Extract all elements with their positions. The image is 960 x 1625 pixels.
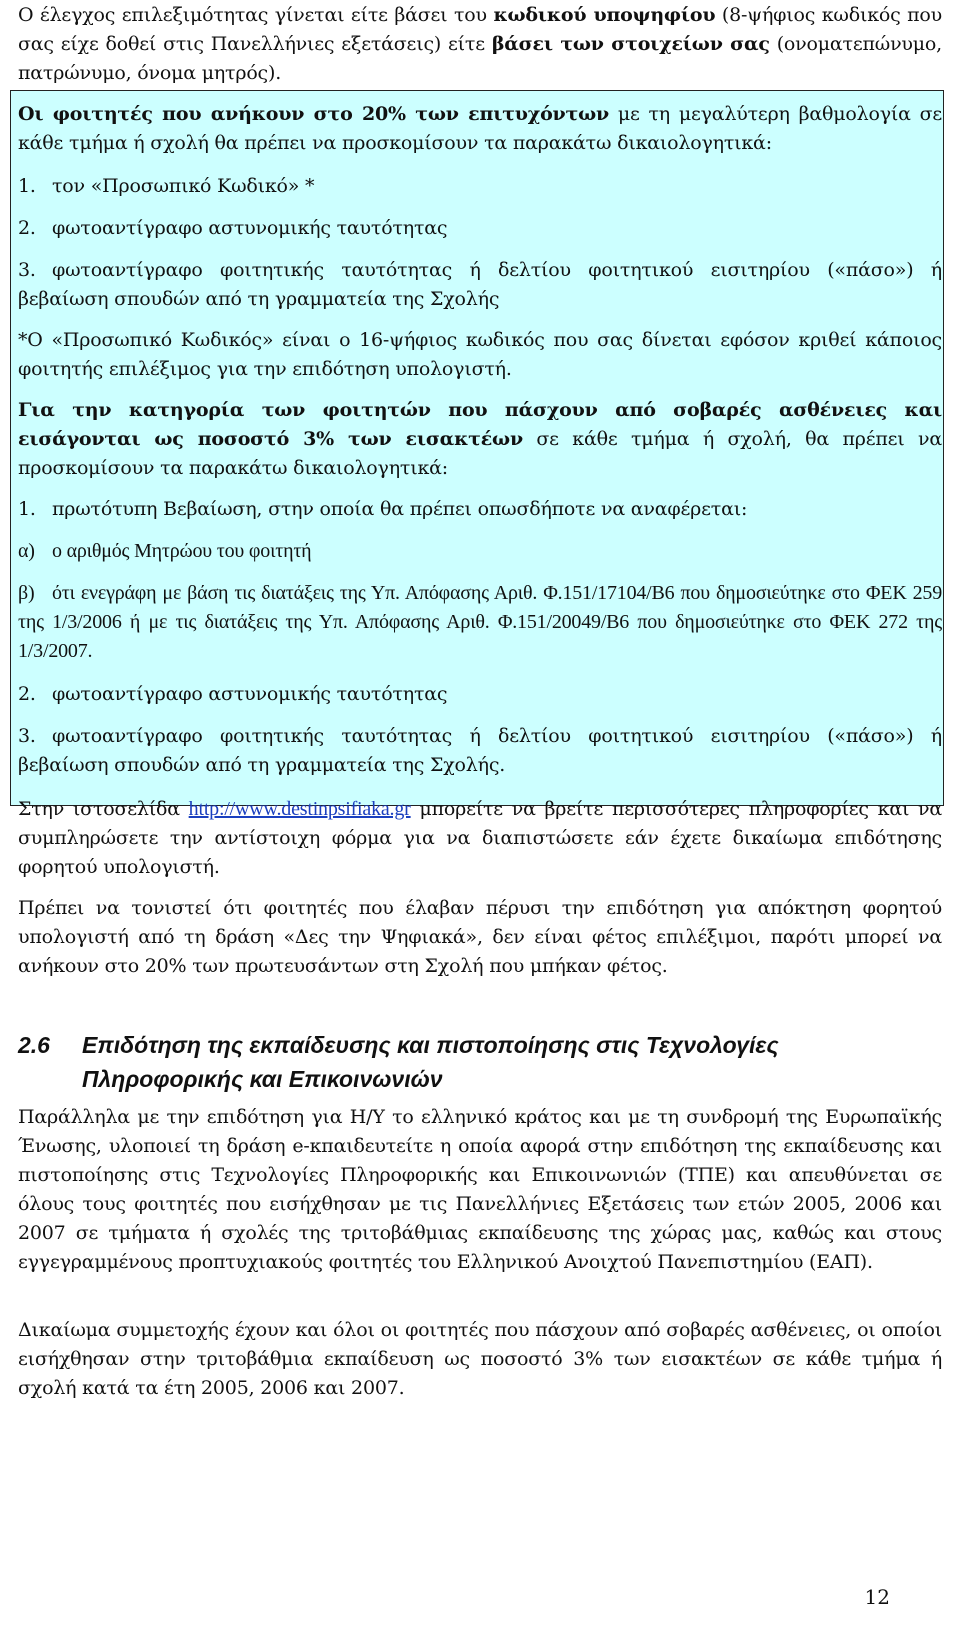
paragraph-ekpaideuteite: Παράλληλα με την επιδότηση για Η/Υ το ελληνικό κράτος και με τη συνδρομή της Ευρωπαϊκής Ένωσης, υλοποιεί τη δράση e-κπαιδευτείτε η οποία αφορά στην επιδότηση της εκπαίδευσης και πιστοποίησης στις Τεχνολογίες Πληροφορικής και Επικοινωνιών (ΤΠΕ) και απευθύνεται σε όλους τους φοιτητές που εισήχθησαν με τις Πανελλήνιες Εξετάσεις των ετών 2005, 2006 και 2007 σε τμήματα ή σχολές της τριτοβάθμιας εκπαίδευσης της χώρας μας, καθώς και στους εγγεγραμμένους προπτυχιακούς φοιτητές του Ελληνικού Ανοιχτού Πανεπιστημίου (ΕΑΠ). [18, 1106, 942, 1273]
list1-item-3-text: φωτοαντίγραφο φοιτητικής ταυτότητας ή δελτίου φοιτητικού εισιτηρίου («πάσο») ή βεβαίωση σπουδών από τη γραμματεία της Σχολής [18, 259, 942, 310]
paragraph-eligibility: Δικαίωμα συμμετοχής έχουν και όλοι οι φοιτητές που πάσχουν από σοβαρές ασθένειες, οι οποίοι εισήχθησαν στην τριτοβάθμια εκπαίδευση ως ποσοστό 3% των εισακτέων σε κάθε τμήμα ή σχολή κατά τα έτη 2005, 2006 και 2007. [18, 1319, 942, 1399]
top20-text: με τη μεγαλύτερη βαθμολογία σε κάθε τμήμα ή σχολή θα πρέπει να προσκομίσουν τα παρακάτω δικαιολογητικά: [18, 103, 942, 154]
illness-item-2-num: 2. [18, 683, 36, 705]
illness-item-3-text: φωτοαντίγραφο φοιτητικής ταυτότητας ή δελτίου φοιτητικού εισιτηρίου («πάσο») ή βεβαίωση σπουδών από τη γραμματεία της Σχολής. [18, 725, 942, 776]
top20-bold: Οι φοιτητές που ανήκουν στο 20% των επιτυχόντων [18, 103, 609, 125]
illness-item-3-num: 3. [18, 725, 36, 747]
illness-item-a-num: α) [18, 540, 35, 562]
last-year-paragraph: Πρέπει να τονιστεί ότι φοιτητές που έλαβαν πέρυσι την επιδότηση για απόκτηση φορητού υπολογιστή από τη δράση «Δες την Ψηφιακά», δεν είναι φέτος επιλέξιμοι, παρότι μπορεί να ανήκουν στο 20% των πρωτευσάντων στη Σχολή που μπήκαν φέτος. [18, 897, 942, 977]
section-number: 2.6 [18, 1032, 50, 1058]
illness-item-3 [18, 722, 942, 780]
intro-bold-1: κωδικού υποψηφίου [493, 4, 716, 26]
illness-text: σε κάθε τμήμα ή σχολή, θα πρέπει να προσκομίσουν τα παρακάτω δικαιολογητικά: [18, 428, 942, 479]
list1-item-2 [18, 214, 942, 243]
list1-item-1-text: τον «Προσωπικό Κωδικό» * [52, 175, 315, 197]
personal-code-footnote: *Ο «Προσωπικό Κωδικός» είναι ο 16-ψήφιος κωδικός που σας δίνεται εφόσον κριθεί κάποιος φοιτητής επιλέξιμος για την επιδότηση υπολογιστή. [18, 329, 942, 380]
illness-item-1 [18, 495, 942, 524]
illness-item-1-text: πρωτότυπη Βεβαίωση, στην οποία θα πρέπει οπωσδήποτε να αναφέρεται: [52, 498, 748, 520]
illness-item-1-num: 1. [18, 498, 36, 520]
list1-item-3 [18, 256, 942, 314]
illness-item-2-text: φωτοαντίγραφο αστυνομικής ταυτότητας [52, 683, 448, 705]
page-number: 12 [864, 1585, 890, 1609]
list1-item-2-num: 2. [18, 217, 36, 239]
list1-item-1-num: 1. [18, 175, 36, 197]
intro-text-1: Ο έλεγχος επιλεξιμότητας γίνεται είτε βάσει του [18, 4, 494, 26]
illness-item-b-num: β) [18, 582, 35, 604]
intro-bold-2: βάσει των στοιχείων σας [491, 33, 770, 55]
list1-item-1 [18, 172, 942, 201]
list1-item-3-num: 3. [18, 259, 36, 281]
intro-text-2: (8-ψήφιος κωδικός που σας είχε δοθεί στις Πανελλήνιες εξετάσεις) είτε [18, 4, 942, 55]
intro-paragraph [18, 1, 942, 88]
list1-item-2-text: φωτοαντίγραφο αστυνομικής ταυτότητας [52, 217, 448, 239]
section-title-line-2: Πληροφορικής και Επικοινωνιών [82, 1066, 443, 1092]
illness-item-a [18, 537, 942, 566]
section-title-line-1: Επιδότηση της εκπαίδευσης και πιστοποίησης στις Τεχνολογίες [82, 1032, 779, 1058]
illness-item-b-text: ότι ενεγράφη με βάση τις διατάξεις της Υπ. Απόφασης Αριθ. Φ.151/17104/Β6 που δημοσιεύτηκε στο ΦΕΚ 259 της 1/3/2006 ή με τις διατάξεις της Υπ. Απόφασης Αριθ. Φ.151/20049/Β6 που δημοσιεύτηκε στο ΦΕΚ 272 της 1/3/2007. [18, 582, 942, 662]
top20-paragraph [18, 100, 942, 158]
website-pre: Στην ιστοσελίδα [18, 798, 189, 820]
section-heading [18, 1028, 942, 1096]
illness-item-2 [18, 680, 942, 709]
website-link[interactable]: http://www.destinpsifiaka.gr [188, 798, 411, 820]
website-paragraph [18, 795, 942, 882]
website-post: μπορείτε να βρείτε περισσότερες πληροφορίες και να συμπληρώσετε την αντίστοιχη φόρμα για να διαπιστώσετε εάν έχετε δικαίωμα επιδότησης φορητού υπολογιστή. [18, 798, 943, 878]
illness-item-b [18, 579, 942, 666]
intro-text-3: (ονοματεπώνυμο, πατρώνυμο, όνομα μητρός). [18, 33, 942, 84]
illness-paragraph [18, 396, 942, 483]
illness-bold: Για την κατηγορία των φοιτητών που πάσχουν από σοβαρές ασθένειες και εισάγονται ως ποσοστό 3% των εισακτέων [18, 399, 942, 450]
illness-item-a-text: ο αριθμός Μητρώου του φοιτητή [52, 540, 312, 562]
